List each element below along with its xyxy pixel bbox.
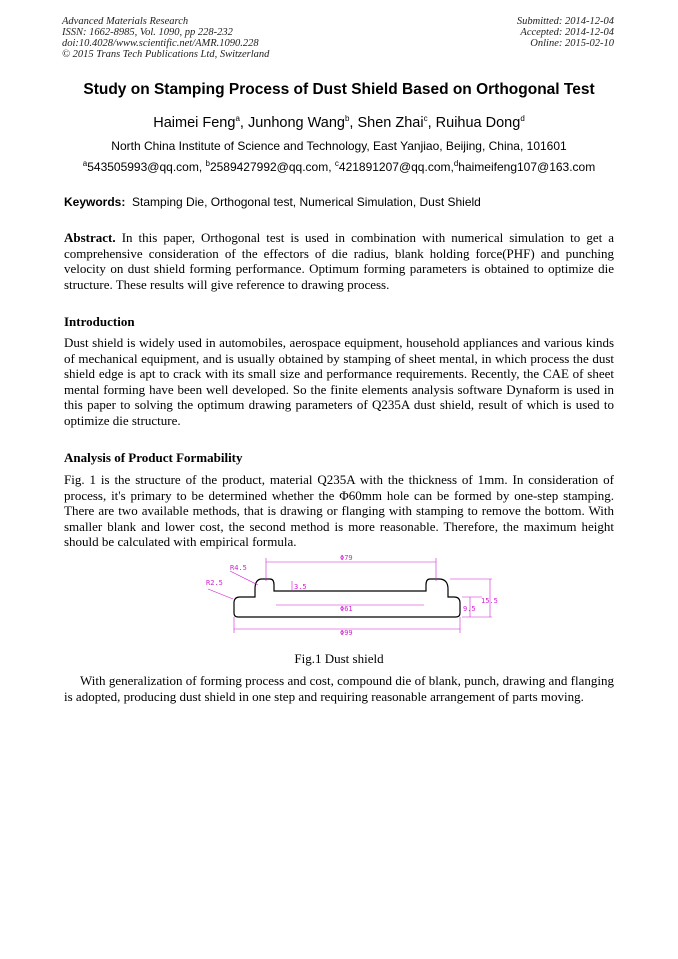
author-name: Haimei Feng — [153, 115, 236, 131]
label-r45: R4.5 — [230, 564, 247, 572]
email-link[interactable]: 421891207@qq.com, — [338, 160, 454, 174]
author-name: Ruihua Dong — [435, 115, 521, 131]
submitted-date: Submitted: 2014-12-04 — [516, 16, 614, 27]
author-mark: d — [520, 114, 525, 124]
label-d79: Φ79 — [340, 554, 353, 562]
author-mark: a — [235, 114, 240, 124]
journal-issn: ISSN: 1662-8985, Vol. 1090, pp 228-232 — [62, 27, 233, 38]
keywords-label: Keywords: — [64, 195, 126, 209]
email-mark: a — [82, 159, 88, 168]
online-date: Online: 2015-02-10 — [530, 38, 614, 49]
keywords — [64, 195, 481, 209]
section-heading-analysis: Analysis of Product Formability — [64, 450, 243, 465]
email-list — [0, 160, 678, 174]
author-name: Shen Zhai — [357, 115, 424, 131]
introduction-text: Dust shield is widely used in automobiles, aerospace equipment, household appliances and various kinds of mechanical equipment, and is usually obtained by stamping of sheet mental, in which process the dust shield edge is apt to crack with its small size and performance requirements. Recently, the CAE of sheet mental forming have been well developed. So the finite elements analysis software Dynaform is used in this paper to solving the optimum drawing parameters of Q235A dust shield, result of which is used to optimize die structure. — [64, 335, 614, 428]
label-d61: Φ61 — [340, 605, 353, 613]
journal-copyright: © 2015 Trans Tech Publications Ltd, Switzerland — [62, 49, 270, 60]
accepted-date: Accepted: 2014-12-04 — [520, 27, 614, 38]
journal-doi: doi:10.4028/www.scientific.net/AMR.1090.228 — [62, 38, 259, 49]
label-h35: 3.5 — [294, 583, 307, 591]
figure-caption: Fig.1 Dust shield — [294, 651, 384, 666]
email-link[interactable]: 2589427992@qq.com, — [209, 160, 335, 174]
section-heading-introduction: Introduction — [64, 314, 135, 329]
closing-text: With generalization of forming process and cost, compound die of blank, punch, drawing and flanging is adopted, producing dust shield in one step and requiring reasonable arrangement of parts moving. — [64, 673, 614, 704]
author-mark: b — [344, 114, 350, 124]
email-mark: d — [453, 159, 459, 168]
label-h95: 9.5 — [463, 605, 476, 613]
email-mark: c — [334, 159, 339, 168]
abstract-text: In this paper, Orthogonal test is used in combination with numerical simulation to get a comprehensive consideration of the effectors of die radius, blank holding force(PHF) and punching velocity on dust shield forming performance. Optimum forming parameters is obtained to optimize die structure. These results will give reference to drawing process. — [64, 230, 615, 292]
journal-info — [62, 16, 269, 60]
label-d99: Φ99 — [340, 629, 353, 637]
email-mark: b — [205, 159, 210, 168]
author-list: Haimei Feng$^a$, Junhong Wang$^b$, Shen Zhai$^c$, Ruihua Dong$^d$ — [153, 114, 525, 131]
abstract — [64, 230, 614, 292]
label-r25: R2.5 — [206, 579, 223, 587]
author-mark: c — [423, 114, 428, 124]
email-link[interactable]: haimeifeng107@163.com — [458, 160, 596, 174]
paper-title: Study on Stamping Process of Dust Shield Based on Orthogonal Test — [83, 81, 595, 98]
analysis-text: Fig. 1 is the structure of the product, material Q235A with the thickness of 1mm. In consideration of process, it's primary to be determined whether the Φ60mm hole can be formed by one-step stamping. There are two available methods, that is drawing or flanging with stamping to remove the bottom. With smaller blank and lower cost, the second method is more reasonable. Therefore, the maximum height should be calculated with empirical formula. — [64, 472, 614, 549]
email-link[interactable]: 543505993@qq.com, — [87, 160, 206, 174]
abstract-label: Abstract. — [64, 230, 116, 245]
author-name: Junhong Wang — [247, 115, 345, 131]
journal-name: Advanced Materials Research — [62, 16, 189, 27]
submission-dates — [517, 16, 614, 49]
affiliation: North China Institute of Science and Technology, East Yanjiao, Beijing, China, 101601 — [111, 139, 567, 153]
dust-shield-drawing — [200, 553, 500, 643]
keywords-text: Stamping Die, Orthogonal test, Numerical Simulation, Dust Shield — [132, 195, 481, 209]
label-h155: 15.5 — [481, 597, 498, 605]
